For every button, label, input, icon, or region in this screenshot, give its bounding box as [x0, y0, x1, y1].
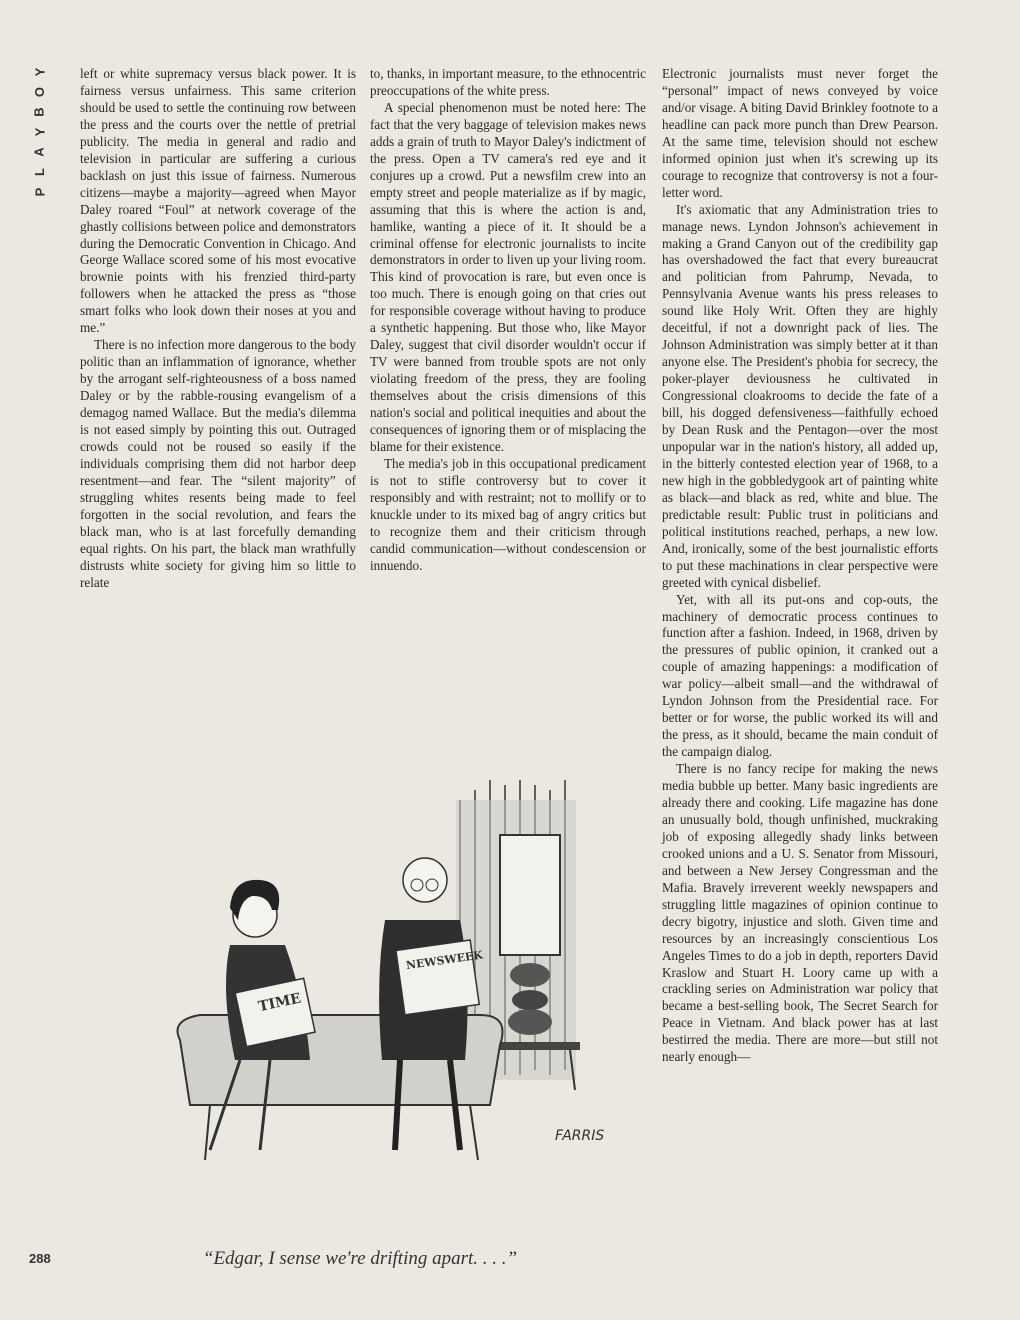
time-magazine-title: TIME [257, 990, 303, 1016]
text-column-1 [80, 66, 356, 592]
playboy-masthead [20, 64, 60, 224]
text-column-2 [370, 66, 646, 575]
masthead-letter: Y [31, 127, 47, 137]
paragraph: There is no fancy recipe for making the news media bubble up better. Many basic ingredients are already there and cooking. Life magazine has done an unusually bold, though unfinished, muckraking job of exposing allegedly shady links between crooked unions and a U. S. Senator from Missouri, and between a New Jersey Congressman and the Mafia. Bravely irreverent weekly newspapers and struggling little magazines of opinion continue to decry bigotry, injustice and sloth. Given time and resources by an increasingly conscientious Los Angeles Times to do a job in depth, reporters David Kraslow and Stuart H. Loory came up with a crackling series on Administration war policy that became a best-selling book, The Secret Search for Peace in Vietnam. And black power has at last bestirred the media. There are more—but still not nearly enough— [662, 761, 938, 1065]
paragraph: A special phenomenon must be noted here: The fact that the very baggage of television makes news adds a grain of truth to Mayor Daley's indictment of the press. Open a TV camera's red eye and it conjures up a crowd. Put a newsfilm crew into an empty street and people materialize as if by magic, assuming that this is where the action is and, hamlike, wanting a piece of it. It should be a criminal offense for electronic journalists to incite demonstrators in order to liven up your living room. This kind of provocation is rare, but even once is too much. There is enough going on that cries out for responsible coverage without having to produce a synthetic happening. But those who, like Mayor Daley, suggest that civil disorder wouldn't occur if TV were banned from trouble spots are not only violating freedom of the press, they are fooling themselves about the crisis dimensions of this nation's social and political inequities and about the consequences of ignoring them or of misplacing the blame for their existence. [370, 99, 646, 454]
lamp-shade [500, 835, 560, 955]
paragraph: It's axiomatic that any Administration tries to manage news. Lyndon Johnson's achievement in making a Grand Canyon out of the credibility gap has overshadowed the fact that every bureaucrat and politician from Pahrump, Nevada, to Pennsylvania Avenue wants his press releases to sound like Holy Writ. Often they are highly deceitful, if not a downright pack of lies. The Johnson Administration was simply better at it than anyone else. The President's phobia for secrecy, the poker-player deviousness he cultivated in Congressional cloakrooms to decide the fate of a bill, his dogged defensiveness—faithfully echoed by Dean Rusk and the Pentagon—over the most unpopular war in the nation's history, all added up, in the bitterly contested election year of 1968, to a new high in the gobbledygook art of painting white as black—and black as red, white and blue. The predictable result: Public trust in politicians and political institutions reached, perhaps, a new low. And, ironically, some of the best journalistic efforts to put these machinations in clear perspective were greeted with cynical disbelief. [662, 201, 938, 590]
masthead-letter: L [31, 168, 47, 176]
artist-signature: FARRIS [555, 1128, 605, 1144]
masthead-letter: P [31, 187, 47, 197]
page-number: 288 [29, 1251, 51, 1266]
cartoon-illustration [160, 760, 620, 1180]
newsweek-magazine-title: NEWSWEEK [405, 948, 484, 973]
paragraph: left or white supremacy versus black power. It is fairness versus unfairness. This same criterion should be used to settle the continuing row between the press and the courts over the nettle of pretrial publicity. The media in general and radio and television in particular are suffering a curious backlash on just this issue of fairness. Numerous citizens—maybe a majority—agreed when Mayor Daley roared “Foul” at network coverage of the ghastly collisions between police and demonstrators during the Democratic Convention in Chicago. And George Wallace scored some of his most evocative brownie points with his frenzied third-party followers when he attacked the press as “those smart folks who look down their noses at you and me.” [80, 66, 356, 336]
text-column-3 [662, 66, 938, 1066]
cartoon-drawing [160, 760, 620, 1180]
cartoon-caption: “Edgar, I sense we're drifting apart. . . .” [202, 1248, 518, 1269]
paragraph: to, thanks, in important measure, to the ethnocentric preoccupations of the white press. [370, 66, 646, 98]
paragraph: The media's job in this occupational predicament is not to stifle controversy but to cover it responsibly and with restraint; not to mollify or to knuckle under to its mixed bag of angry critics but to recognize them and their criticism through candid communication—without condescension or innuendo. [370, 455, 646, 573]
paragraph: Yet, with all its put-ons and cop-outs, the machinery of democratic process continues to function after a fashion. Indeed, in 1968, driven by the pressures of public opinion, it cranked out a couple of amazing happenings: a modification of war policy—albeit small—and the withdrawal of Lyndon Johnson from the Presidential race. For better or for worse, the public worked its will and the press, as it should, became the main conduit of the campaign dialog. [662, 591, 938, 760]
paragraph: There is no infection more dangerous to the body politic than an inflammation of ignorance, whether by the arrogant self-righteousness of a boss named Daley or by the rabble-rousing evangelism of a demagog named Wallace. But the media's dilemma is not eased simply by pointing this out. Outraged crowds could not be roused so easily if the individuals comprising them did not harbor deep resentment—and fear. The “silent majority” of struggling whites resents being made to feel forgotten in the social revolution, and fears the black man, who is at last forcefully demanding equal rights. On his part, the black man wrathfully distrusts white society for giving him so little to relate [80, 337, 356, 590]
masthead-letter: B [31, 107, 47, 117]
masthead-letter: Y [31, 67, 47, 77]
paragraph: Electronic journalists must never forget the “personal” impact of news conveyed by voice and/or visage. A biting David Brinkley footnote to a headline can pack more punch than Drew Pearson. At the same time, television should not eschew informed opinion just when it's screwing up its courage to recognize that controversy is not a four-letter word. [662, 66, 938, 200]
masthead-letter: O [32, 86, 47, 98]
masthead-letter: A [31, 147, 47, 157]
